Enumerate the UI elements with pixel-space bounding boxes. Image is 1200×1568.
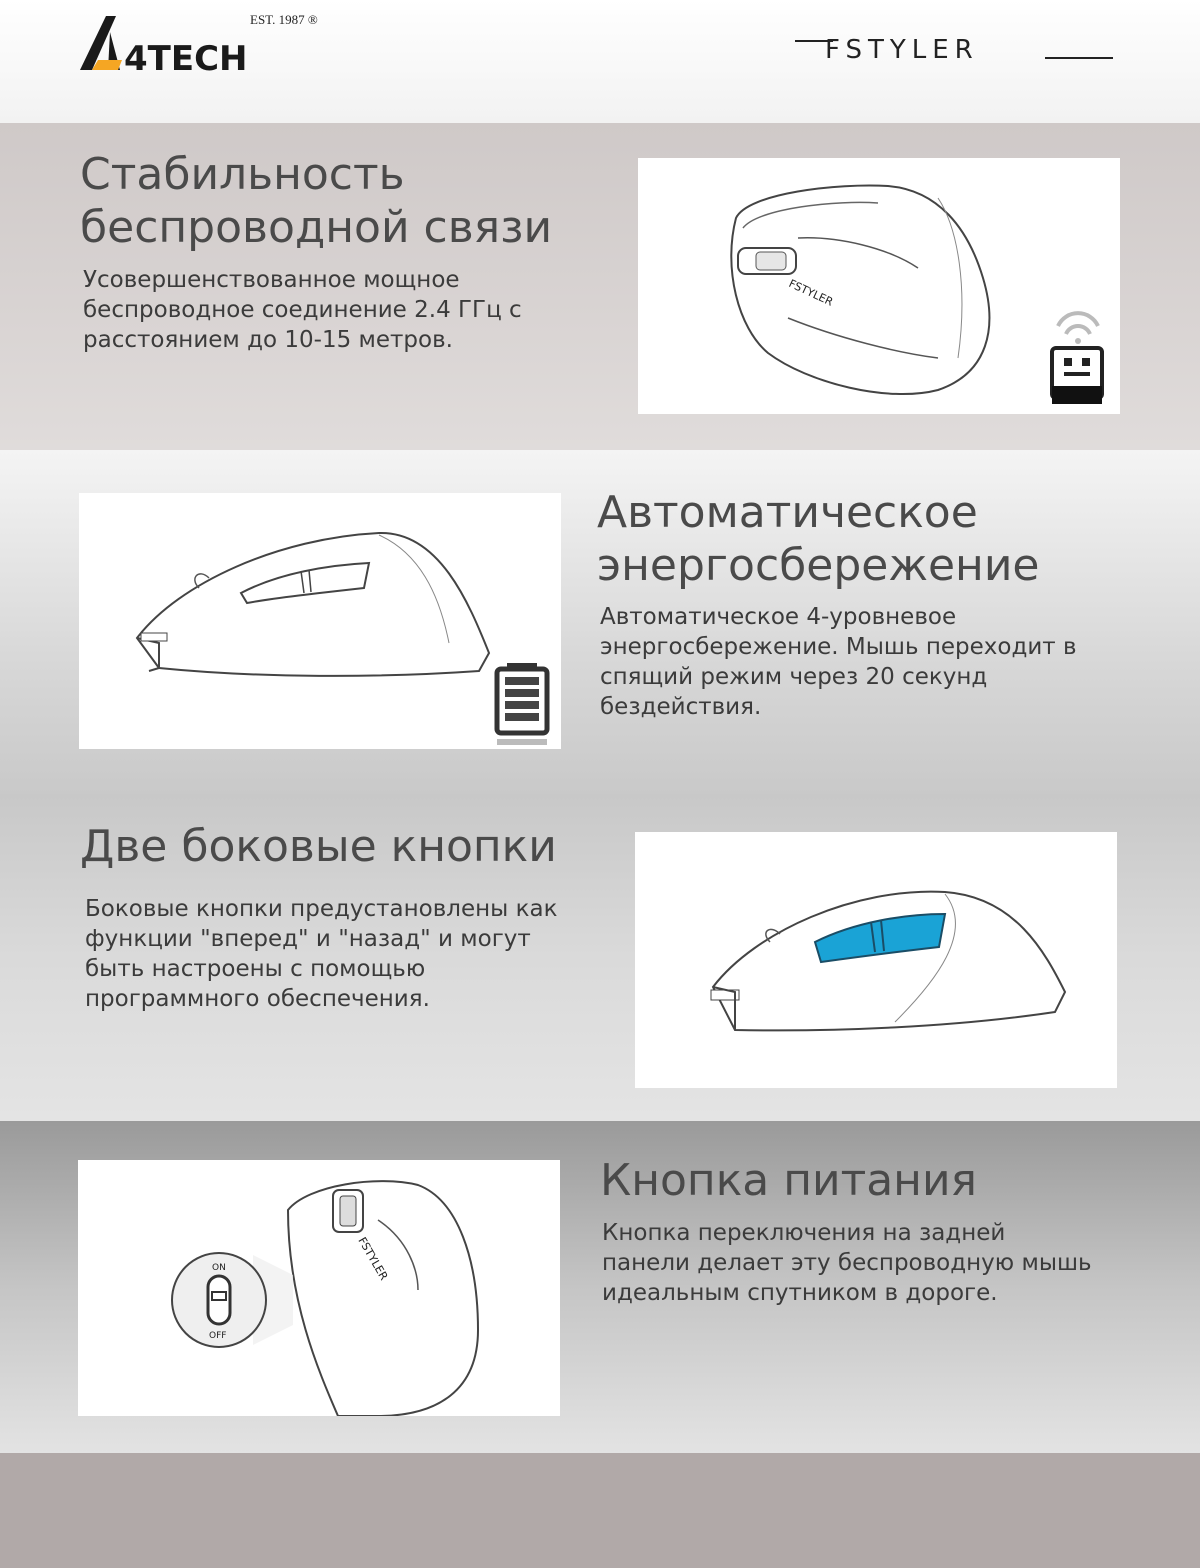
wifi-icon <box>1058 313 1098 344</box>
mouse-bottom-view-image <box>78 1160 560 1416</box>
svg-text:4TECH: 4TECH <box>124 39 248 78</box>
feature-section-power-saving <box>0 450 1200 794</box>
svg-text:FSTYLER: FSTYLER <box>786 276 836 309</box>
feature-description: Автоматическое 4-уровневое энергосбережение. Мышь переходит в спящий режим через 20 секунд бездействия. <box>600 604 1077 720</box>
usb-receiver-icon <box>1052 348 1102 404</box>
battery-icon <box>497 663 547 745</box>
page-header <box>0 0 1200 123</box>
mouse-top-view-image <box>638 158 1120 414</box>
feature-description: Усовершенствованное мощное беспроводное соединение 2.4 ГГц с расстоянием до 10-15 метров. <box>83 267 522 353</box>
feature-description: Боковые кнопки предустановлены как функции "вперед" и "назад" и могут быть настроены с помощью программного обеспечения. <box>85 896 558 1012</box>
svg-text:OFF: OFF <box>209 1331 227 1341</box>
svg-text:ON: ON <box>212 1263 226 1273</box>
mouse-side-buttons-image <box>635 832 1117 1088</box>
feature-description: Кнопка переключения на задней панели делает эту беспроводную мышь идеальным спутником в дороге. <box>602 1220 1092 1306</box>
brand-est: EST. 1987 ® <box>250 12 318 27</box>
feature-section-side-buttons <box>0 794 1200 1121</box>
feature-title: Две боковые кнопки <box>80 821 557 872</box>
feature-title: Кнопка питания <box>600 1155 978 1206</box>
power-switch-icon <box>172 1253 266 1347</box>
feature-section-power-button <box>0 1121 1200 1453</box>
feature-section-wireless <box>0 123 1200 450</box>
feature-title: Стабильность беспроводной связи <box>80 149 553 253</box>
feature-title: Автоматическое энергосбережение <box>597 487 1040 591</box>
mouse-side-view-image <box>79 493 561 749</box>
svg-text:FSTYLER: FSTYLER <box>825 35 979 65</box>
svg-text:FSTYLER: FSTYLER <box>355 1235 391 1283</box>
fstyler-logo <box>795 32 1115 66</box>
footer-band <box>0 1453 1200 1568</box>
